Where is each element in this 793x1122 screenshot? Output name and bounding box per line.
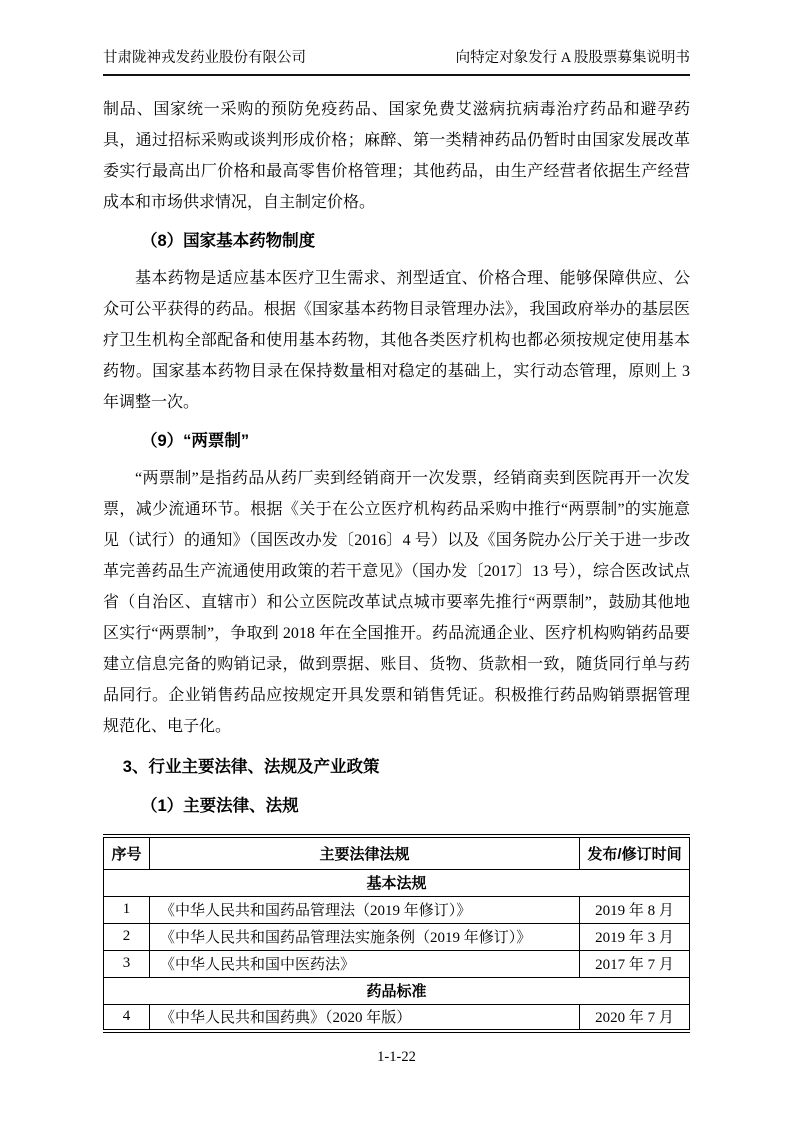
table-row (104, 1004, 690, 1031)
heading-sub-1-main-laws: （1）主要法律、法规 (140, 797, 299, 815)
header-doc-title: 向特定对象发行 A 股股票募集说明书 (455, 50, 690, 66)
table-cell-name: 《中华人民共和国药典》（2020 年版） (150, 1004, 580, 1031)
table-row (104, 950, 690, 977)
table-cell-no: 2 (104, 923, 150, 950)
table-group-label: 基本法规 (104, 869, 690, 896)
table-group-row (104, 869, 690, 896)
table-group-label: 药品标准 (104, 977, 690, 1004)
page-footer (0, 1049, 793, 1066)
table-cell-no: 3 (104, 950, 150, 977)
heading-section-8-essential-drug-system: （8）国家基本药物制度 (140, 232, 316, 250)
table-cell-date: 2019 年 3 月 (580, 923, 690, 950)
heading-section-3-industry-laws: 3、行业主要法律、法规及产业政策 (122, 758, 380, 776)
table-cell-name: 《中华人民共和国中医药法》 (150, 950, 580, 977)
table-cell-date: 2017 年 7 月 (580, 950, 690, 977)
table-row (104, 923, 690, 950)
table-header-date: 发布/修订时间 (580, 836, 690, 869)
header-company-name: 甘肃陇神戎发药业股份有限公司 (103, 50, 306, 66)
table-row (104, 896, 690, 923)
paragraph-essential-drugs: 基本药物是适应基本医疗卫生需求、剂型适宜、价格合理、能够保障供应、公众可公平获得的药品。根据《国家基本药物目录管理办法》，我国政府举办的基层医疗卫生机构全部配备和使用基本药物，其他各类医疗机构也都必须按规定使用基本药物。国家基本药物目录在保持数量相对稳定的基础上，实行动态管理，原则上 3 年调整一次。 (103, 270, 690, 411)
table-cell-date: 2019 年 8 月 (580, 896, 690, 923)
paragraph-two-invoice-system: “两票制”是指药品从药厂卖到经销商开一次发票，经销商卖到医院再开一次发票，减少流通环节。根据《关于在公立医疗机构药品采购中推行“两票制”的实施意见（试行）的通知》（国医改办发〔2016〕4 号）以及《国务院办公厅关于进一步改革完善药品生产流通使用政策的若干意见》（国办发〔2017〕13 号），综合医改试点省（自治区、直辖市）和公立医院改革试点城市要率先推行“两票制”，鼓励其他地区实行“两票制”，争取到 2018 年在全国推开。药品流通企业、医疗机构购销药品要建立信息完备的购销记录，做到票据、账目、货物、货款相一致，随货同行单与药品同行。企业销售药品应按规定开具发票和销售凭证。积极推行药品购销票据管理规范化、电子化。 (103, 470, 690, 735)
table-header-row (104, 836, 690, 869)
table-group-row (104, 977, 690, 1004)
page-number: 1-1-22 (377, 1049, 416, 1065)
paragraph-drug-pricing-continuation: 制品、国家统一采购的预防免疫药品、国家免费艾滋病抗病毒治疗药品和避孕药具，通过招标采购或谈判形成价格；麻醉、第一类精神药品仍暂时由国家发展改革委实行最高出厂价格和最高零售价格管理；其他药品，由生产经营者依据生产经营成本和市场供求情况，自主制定价格。 (103, 101, 690, 211)
laws-regulations-table (103, 834, 690, 1033)
table-header-no: 序号 (104, 836, 150, 869)
table-cell-no: 1 (104, 896, 150, 923)
table-cell-no: 4 (104, 1004, 150, 1031)
table-cell-name: 《中华人民共和国药品管理法（2019 年修订）》 (150, 896, 580, 923)
heading-section-9-two-invoice-system: （9）“两票制” (140, 432, 250, 450)
table-header-law-name: 主要法律法规 (150, 836, 580, 869)
table-cell-name: 《中华人民共和国药品管理法实施条例（2019 年修订）》 (150, 923, 580, 950)
page-content (103, 76, 690, 1033)
page-header (103, 46, 690, 76)
table-cell-date: 2020 年 7 月 (580, 1004, 690, 1031)
